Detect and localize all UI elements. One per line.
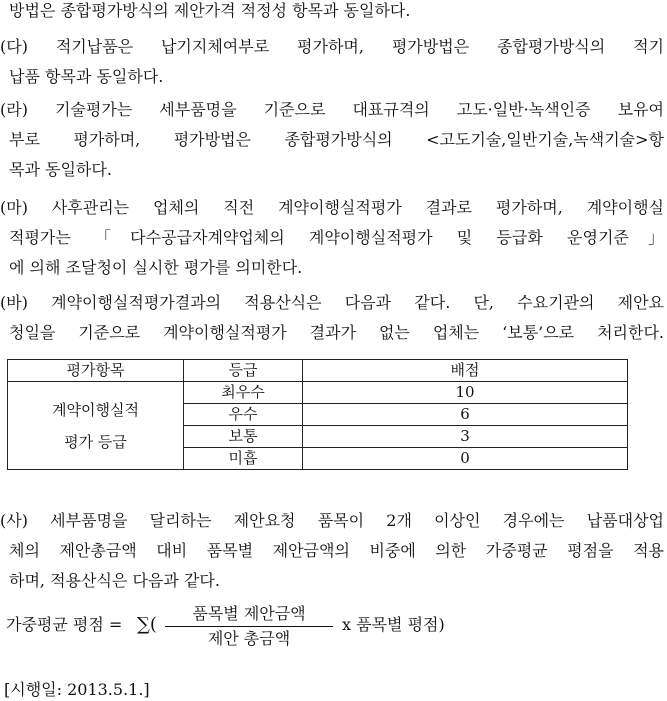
grade-cell: 보통 [184,426,303,448]
paragraph-ra-line1: (라) 기술평가는 세부품명을 기준으로 대표규격의 고도·일반·녹색인증 보유여 [0,100,664,119]
formula-sigma: ∑( [137,614,157,635]
formula-denominator: 제안 총금액 [207,629,291,648]
formula-lhs: 가중평균 평점 = [6,615,123,634]
paragraph-da-line2: 납품 항목과 동일하다. [9,67,164,86]
effective-date: [시행일: 2013.5.1.] [4,680,150,699]
paragraph-line: 방법은 종합평가방식의 제안가격 적정성 항목과 동일하다. [9,1,411,20]
formula-numerator: 품목별 제안금액 [192,604,306,623]
paragraph-ma-line2: 적평가는 「다수공급자계약업체의 계약이행실적평가 및 등급화 운영기준」 [9,228,664,247]
paragraph-sa-line1: (사) 세부품명을 달리하는 제안요청 품목이 2개 이상인 경우에는 납품대상업 [0,511,664,530]
paragraph-ba-line2: 청일을 기준으로 계약이행실적평가 결과가 없는 업체는 ‘보통’으로 처리한다. [9,323,664,342]
paragraph-da-line1: (다) 적기납품은 납기지체여부로 평가하며, 평가방법은 종합평가방식의 적기 [0,37,664,56]
formula-rhs: x 품목별 평점) [342,615,445,634]
evaluation-item-cell [8,382,184,470]
table-row [8,382,628,404]
score-cell: 6 [303,404,628,426]
table-header-cell: 평가항목 [8,360,184,382]
score-cell: 3 [303,426,628,448]
table-header-cell: 배점 [303,360,628,382]
formula-fraction [165,604,333,649]
evaluation-item-line1: 계약이행실적 [52,400,139,419]
fraction-bar [165,626,333,627]
paragraph-ma-line1: (마) 사후관리는 업체의 직전 계약이행실적평가 결과로 평가하며, 계약이행실 [0,198,664,217]
evaluation-item-line2: 평가 등급 [64,432,127,451]
paragraph-ma-line3: 에 의해 조달청이 실시한 평가를 의미한다. [9,258,303,277]
grade-cell: 미흡 [184,448,303,470]
paragraph-ra-line3: 목과 동일하다. [9,160,112,179]
paragraph-sa-line2: 체의 제안총금액 대비 품목별 제안금액의 비중에 의한 가중평균 평점을 적용 [9,541,664,560]
table-header-row [8,360,628,382]
paragraph-ra-line2: 부로 평가하며, 평가방법은 종합평가방식의 <고도기술,일반기술,녹색기술>항 [9,130,664,149]
score-cell: 0 [303,448,628,470]
grade-cell: 우수 [184,404,303,426]
table-header-cell: 등급 [184,360,303,382]
score-cell: 10 [303,382,628,404]
paragraph-ba-line1: (바) 계약이행실적평가결과의 적용산식은 다음과 같다. 단, 수요기관의 제안요 [0,293,664,312]
paragraph-sa-line3: 하며, 적용산식은 다음과 같다. [9,571,220,590]
grade-cell: 최우수 [184,382,303,404]
grade-table [7,359,628,470]
